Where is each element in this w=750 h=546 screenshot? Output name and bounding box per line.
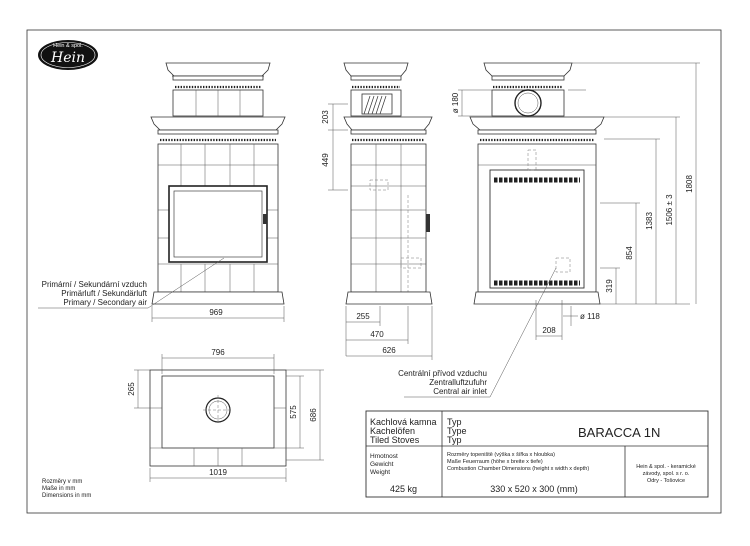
svg-text:255: 255 (356, 312, 370, 321)
type-label-cz: Typ (447, 417, 462, 427)
svg-text:319: 319 (605, 279, 614, 293)
stove-label-en: Tiled Stoves (370, 435, 420, 445)
logo-top-text: Hein & spol. (53, 43, 83, 49)
central-air-label-cz: Centrální přívod vzduchu (398, 369, 487, 378)
dim-319 (600, 268, 620, 304)
svg-text:Rozměry topeniště (výška x šíř: Rozměry topeniště (výška x šířka x hloubka) (447, 452, 555, 458)
weight-value: 425 kg (390, 484, 418, 494)
dim-470 (346, 306, 408, 344)
svg-text:Rozměry v mm: Rozměry v mm (42, 479, 83, 485)
stove-label-cz: Kachlová kamna (370, 417, 437, 427)
svg-text:1383: 1383 (645, 212, 654, 230)
svg-text:686: 686 (309, 408, 318, 422)
primary-air-label-en: Primary / Secondary air (63, 298, 147, 307)
svg-text:575: 575 (289, 405, 298, 419)
flue-circle (515, 90, 541, 116)
title-block (366, 411, 708, 497)
central-air-label-de: Zentralluftzufuhr (429, 378, 487, 387)
dim-1506 (604, 117, 680, 304)
svg-text:Dimensions in mm: Dimensions in mm (42, 493, 92, 499)
dim-ø118 (563, 306, 600, 326)
chamber-value: 330 x 520 x 300 (mm) (490, 484, 578, 494)
plan-view (127, 348, 324, 482)
svg-text:203: 203 (321, 110, 330, 124)
model-name: BARACCA 1N (578, 425, 661, 440)
front-view (151, 63, 285, 322)
dim-1383 (604, 139, 660, 304)
svg-text:závody, spol. s r. o.: závody, spol. s r. o. (642, 471, 690, 477)
dim-208 (536, 300, 562, 340)
logo-script-text: Hein (51, 50, 85, 66)
dim-969 (152, 306, 284, 322)
svg-text:1019: 1019 (209, 468, 227, 477)
svg-text:470: 470 (370, 330, 384, 339)
dim-449 (321, 130, 348, 190)
company-logo (38, 40, 98, 70)
svg-text:969: 969 (209, 308, 223, 317)
primary-air-label-cz: Primární / Sekundární vzduch (41, 280, 147, 289)
svg-text:208: 208 (542, 326, 556, 335)
svg-text:Hmotnost: Hmotnost (370, 453, 398, 460)
svg-text:Maße in mm: Maße in mm (42, 486, 76, 492)
side-view (321, 63, 432, 360)
svg-text:Weight: Weight (370, 469, 391, 476)
units-note (42, 479, 91, 499)
svg-text:Maße Feuerraum (höhe x breite: Maße Feuerraum (höhe x breite x tiefe) (447, 459, 543, 465)
section-view (451, 63, 700, 340)
svg-text:265: 265 (127, 382, 136, 396)
svg-text:Hein & spol. - keramické: Hein & spol. - keramické (636, 464, 696, 470)
svg-text:1506 ± 3: 1506 ± 3 (665, 194, 674, 226)
type-label-de: Type (447, 426, 467, 436)
svg-text:854: 854 (625, 246, 634, 260)
svg-text:Combustion Chamber Dimensions: Combustion Chamber Dimensions (height x width x depth) (447, 466, 590, 472)
svg-text:ø 180: ø 180 (451, 92, 460, 114)
dim-575 (286, 376, 304, 448)
svg-text:Odry - Tošovice: Odry - Tošovice (646, 478, 686, 484)
type-label-en: Typ (447, 435, 462, 445)
svg-text:ø 118: ø 118 (580, 312, 600, 321)
dim-1019 (150, 468, 286, 482)
primary-air-label-de: Primärluft / Sekundärluft (61, 289, 147, 298)
svg-text:1808: 1808 (685, 175, 694, 193)
svg-text:449: 449 (321, 153, 330, 167)
front-door (169, 186, 267, 262)
svg-text:626: 626 (382, 346, 396, 355)
svg-text:Gewicht: Gewicht (370, 461, 394, 468)
central-air-label-en: Central air inlet (433, 387, 487, 396)
svg-text:796: 796 (211, 348, 225, 357)
dim-265 (127, 370, 150, 408)
stove-label-de: Kachelöfen (370, 426, 416, 436)
